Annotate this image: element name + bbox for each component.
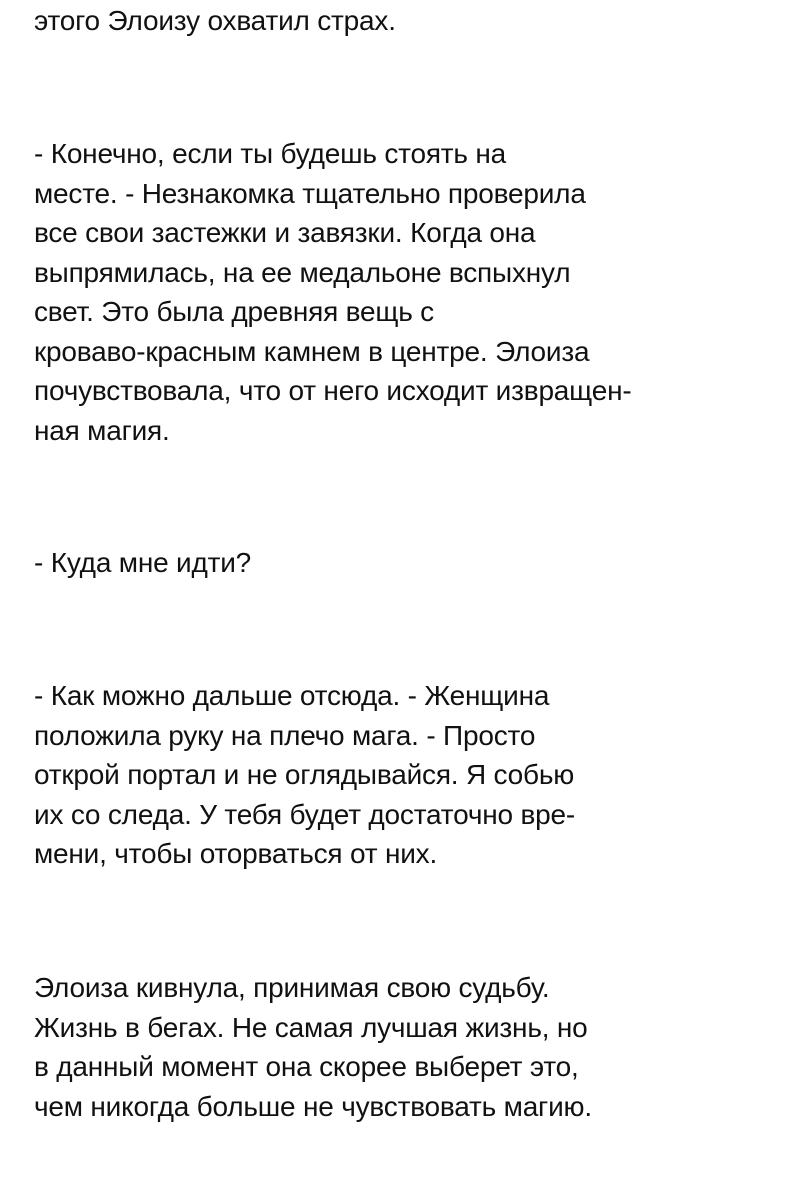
text-line: этого Элоизу охватил страх. xyxy=(34,5,396,36)
text-line: их со следа. У тебя будет достаточно вре- xyxy=(34,798,576,830)
text-line: кроваво-красным камнем в центре. Элоиза xyxy=(34,335,590,367)
paragraph-question xyxy=(34,543,770,583)
text-line: месте. - Незнакомка тщательно проверила xyxy=(34,177,586,209)
text-line: - Куда мне идти? xyxy=(34,547,252,578)
text-line: Жизнь в бегах. Не самая лучшая жизнь, но xyxy=(34,1011,588,1043)
text-line: ная магия. xyxy=(34,414,170,446)
paragraph-woman-instructions xyxy=(34,676,770,874)
text-line: почувствовала, что от него исходит извращен- xyxy=(34,375,632,406)
text-line: мени, чтобы оторваться от них. xyxy=(34,838,438,869)
text-line: выпрямилась, на ее медальоне вспыхнул xyxy=(34,256,571,288)
text-line: чем никогда больше не чувствовать магию. xyxy=(34,1090,592,1122)
text-line: свет. Это была древняя вещь с xyxy=(34,296,434,327)
paragraph-eloise-decision xyxy=(34,968,770,1126)
text-line: открой портал и не оглядывайся. Я собью xyxy=(34,759,575,790)
text-line: - Конечно, если ты будешь стоять на xyxy=(34,138,507,169)
text-line: - Как можно дальше отсюда. - Женщина xyxy=(34,680,550,711)
text-line: положила руку на плечо мага. - Просто xyxy=(34,719,536,751)
text-line: в данный момент она скорее выберет это, xyxy=(34,1051,579,1082)
paragraph-fear xyxy=(34,1,770,41)
text-line: Элоиза кивнула, принимая свою судьбу. xyxy=(34,972,550,1003)
text-line: все свои застежки и завязки. Когда она xyxy=(34,217,536,248)
paragraph-stranger-medallion xyxy=(34,134,770,450)
